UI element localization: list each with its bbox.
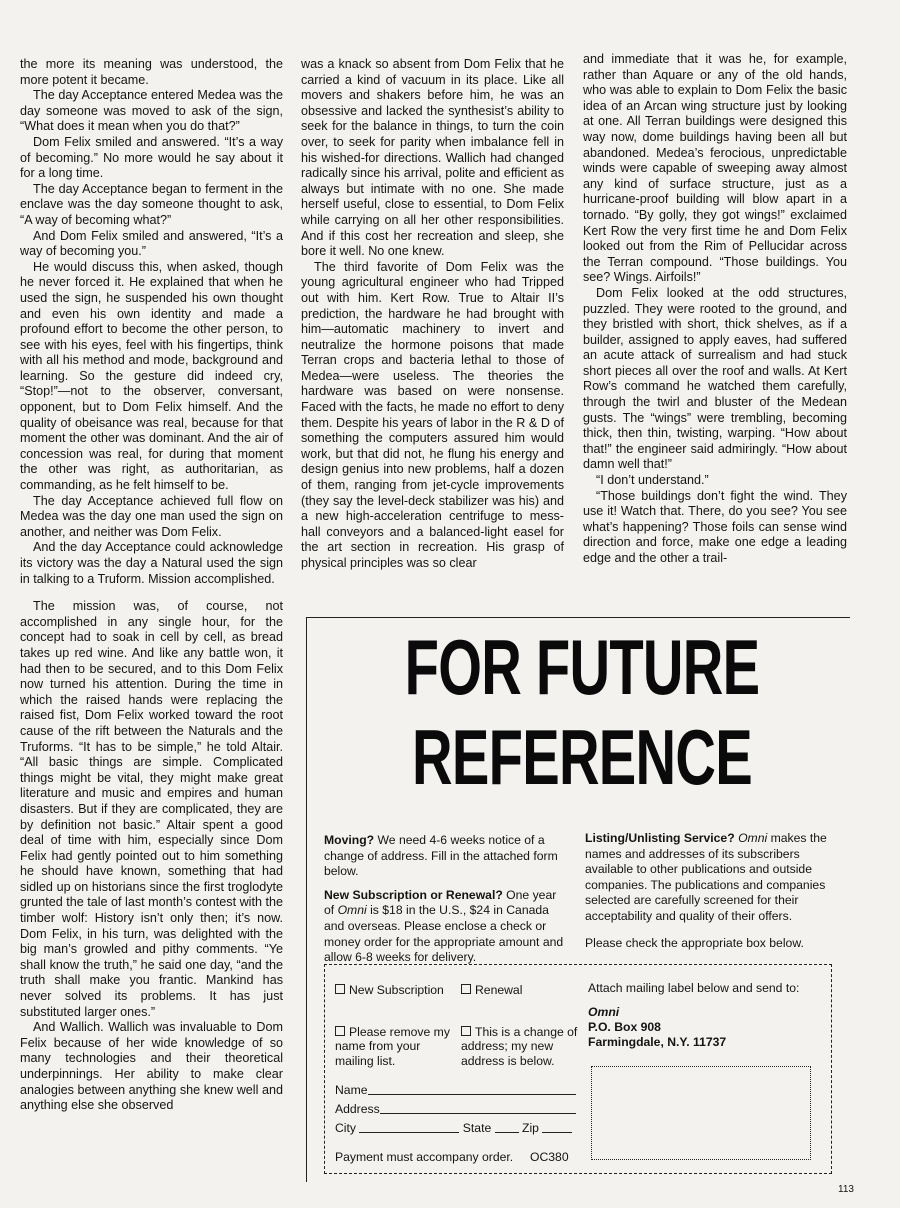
- mailing-instruction: Attach mailing label below and send to:: [588, 981, 800, 995]
- paragraph: Dom Felix smiled and answered. “It’s a way of becoming.” No more would he say about it for a long time.: [20, 134, 283, 181]
- listing-text: makes the names and addresses of its subscribers available to other publications and outside companies. The publications and companies selected are carefully screened for their acceptability and quality of their offers.: [585, 831, 827, 923]
- column-1: [20, 57, 283, 1114]
- address-line[interactable]: [380, 1103, 576, 1114]
- newsub-text-2: is $18 in the U.S., $24 in Canada and overseas. Please enclose a check or money order for the appropriate amount and allow 6-8 weeks for delivery.: [324, 903, 564, 965]
- subscription-notice: [324, 888, 569, 966]
- paragraph: The mission was, of course, not accomplished in any single hour, for the concept had to soak in cell by cell, as bread takes up red wine. And like any battle won, it had then to be secured, and to this Dom Felix now turned his attention. During the time in which the raised hands were replacing the raised fist, Dom Felix worked toward the root cause of the rift between the Naturals and the Truforms. “It has to be simple,” he told Altair. “All basic things are simple. Complicated things might be vital, they might make great literature and music and empires and human disasters. But if they are complicated, they are by definition not basic.” Altair spent a good deal of time with him, especially since Dom Felix had gently pointed out to him something he should have known, something that had sidled up on historians since the first troglodyte grunted the tale of last month’s contest with the timber wolf: History isn’t only then; it’s now. Dom Felix, in his turn, was delighted with the big man’s growled and pithy comments. “Ye shall know the truth,” he said one day, “and the truth shall make you frantic. Mankind has never solved its problems. It has just substituted larger ones.”: [20, 599, 283, 1019]
- ad-headline-line2: REFERENCE: [412, 713, 752, 801]
- paragraph: Dom Felix looked at the odd structures, puzzled. They were rooted to the ground, and they bristled with short, thick shelves, as if a builder, assigned to apply eaves, had suffered an acute attack of surrealism and had stuck short pieces all over the roof and walls. At Kert Row’s command he watched them carefully, through the twirl and bluster of the Medean gusts. The “wings” were trembling, becoming thick, then thin, twisting, warping. “How about that!” the engineer said admiringly. “How about damn well that!”: [583, 285, 847, 472]
- state-label: State: [462, 1121, 492, 1135]
- paragraph: The third favorite of Dom Felix was the young agricultural engineer who had Tripped out with him. Kert Row. True to Altair II’s prediction, the hardware he had brought with him—automatic machinery to invert and neutralize the hormone poisons that made Terran crops and bacteria lethal to those of Medea—were useless. The theories the hardware was based on were nonsense. Faced with the facts, he made no effort to deny them. Despite his years of labor in the R & D of something the computers assured him would work, but that did not, he flung his energy and design genius into new problems, half a dozen of them, ranging from jet-cycle improvements (they say the level-deck stabilizer was his) and a new high-acceleration centrifuge to mess-hall conveyors and a balanced-light easel for the art section in recreation. His grasp of physical principles was so clear: [301, 259, 564, 570]
- ad-left-column: [324, 833, 569, 974]
- city-state-zip-field[interactable]: [335, 1121, 572, 1135]
- option-change-label: This is a change of address; my new address is below.: [461, 1025, 578, 1068]
- newsub-magazine: Omni: [337, 903, 367, 918]
- paragraph: And Wallich. Wallich was invaluable to Dom Felix because of her wide knowledge of so many technologies and their theoretical underpinnings. Her ability to make clear analogies between anything she knew well and anything else she observed: [20, 1020, 283, 1113]
- moving-lead: Moving?: [324, 833, 375, 847]
- name-line[interactable]: [368, 1084, 576, 1095]
- column-3: [583, 52, 847, 567]
- checkbox-remove[interactable]: [335, 1026, 345, 1036]
- checkbox-change[interactable]: [461, 1026, 471, 1036]
- paragraph: “Those buildings don’t fight the wind. They use it! Watch that. There, do you see? You see what’s happening? Those foils can sense wind direction and force, make one edge a leading edge and the other a trail-: [583, 488, 847, 565]
- check-box-instruction: Please check the appropriate box below.: [585, 936, 804, 950]
- paragraph: The day Acceptance achieved full flow on Medea was the day one man used the sign on another, and neither was Dom Felix.: [20, 493, 283, 539]
- city-line[interactable]: [359, 1122, 459, 1133]
- option-change-address[interactable]: [461, 1025, 583, 1068]
- address-field[interactable]: [335, 1102, 576, 1116]
- order-code: OC380: [530, 1150, 569, 1164]
- paragraph: was a knack so absent from Dom Felix that he carried a kind of vacuum in its place. Like all movers and shakers before him, he was an obsessive and lacked the synthesist’s ability to seek for the balance in things, to turn the coin over, to seek for parity when imbalance fell in his wished-for directions. Wallich had changed radically since his arrival, polite and efficient as always but intimate with no one. She made herself useful, close to essential, to Dom Felix while carrying on all her other responsibilities. And if this cost her recreation and sleep, she bore it well. No one knew.: [301, 57, 564, 259]
- mail-city: Farmingdale, N.Y. 11737: [588, 1035, 727, 1049]
- paragraph: And Dom Felix smiled and answered, “It’s a way of becoming you.”: [20, 228, 283, 259]
- payment-note: Payment must accompany order.: [335, 1150, 514, 1164]
- moving-text: We need 4-6 weeks notice of a change of address. Fill in the attached form below.: [324, 833, 558, 879]
- paragraph: “I don’t understand.”: [596, 473, 709, 488]
- mailing-label-area: [591, 1066, 811, 1160]
- column-2: [301, 57, 564, 572]
- paragraph: and immediate that it was he, for example, rather than Aquare or any of the old hands, who was able to explain to Dom Felix the basic idea of an Arcan wing structure just by looking at one. All Terran buildings were designed this way now, dome buildings having been all but abandoned. Medea’s ferocious, unpredictable winds were capable of sweeping away almost any kind of surface structure, just as a hurricane-proof building will blow apart in a tornado. “By golly, they got wings!” exclaimed Kert Row the very first time he and Dom Felix looked out from the Rim of Pellucidar across the Terran compound. “Those buildings. You see? Wings. Airfoils!”: [583, 52, 847, 285]
- listing-notice: [585, 831, 837, 925]
- newsub-text-1: One year of: [324, 887, 557, 918]
- name-field[interactable]: [335, 1083, 576, 1097]
- mail-magazine: Omni: [588, 1005, 620, 1019]
- option-new-label: New Subscription: [349, 983, 444, 997]
- paragraph: He would discuss this, when asked, though he never forced it. He explained that when he used the sign, he suspended his own thought and even his own identity and made a profound effort to become the other person, to see with his eyes, feel with his fingertips, think with all his method and mode, background and learning. So the gesture did indeed cry, “Stop!”—not to the observer, conversant, opponent, but to Dom Felix himself. And the quality of obeisance was real, because for that moment the other was dominant. And the air of concession was real, for during that moment the other was right, as authoritarian, as commanding, as he felt himself to be.: [20, 259, 283, 493]
- moving-notice: [324, 833, 569, 880]
- option-remove[interactable]: [335, 1025, 457, 1068]
- newsub-lead: New Subscription or Renewal?: [324, 887, 503, 902]
- checkbox-new[interactable]: [335, 984, 345, 994]
- zip-label: Zip: [522, 1121, 539, 1135]
- paragraph: And the day Acceptance could acknowledge its victory was the day a Natural used the sign in talking to a Truform. Mission accomplished.: [20, 540, 283, 586]
- ad-headline-line1: FOR FUTURE: [404, 623, 760, 711]
- city-label: City: [335, 1121, 356, 1135]
- listing-magazine: Omni: [738, 831, 768, 845]
- paragraph: the more its meaning was understood, the more potent it became.: [20, 57, 283, 87]
- zip-line[interactable]: [542, 1122, 572, 1133]
- address-label: Address: [335, 1102, 380, 1116]
- option-renewal-label: Renewal: [475, 983, 523, 997]
- option-new-subscription[interactable]: [335, 983, 455, 997]
- mail-po-box: P.O. Box 908: [588, 1020, 661, 1034]
- listing-lead: Listing/Unlisting Service?: [585, 831, 735, 845]
- section-break: [20, 587, 283, 599]
- option-remove-label: Please remove my name from your mailing list.: [335, 1025, 450, 1068]
- option-renewal[interactable]: [461, 983, 571, 997]
- ad-right-column: [585, 831, 837, 933]
- state-line[interactable]: [495, 1122, 519, 1133]
- paragraph: The day Acceptance began to ferment in the enclave was the day someone thought to ask, “A way of becoming what?”: [20, 181, 283, 227]
- paragraph: The day Acceptance entered Medea was the day someone was moved to ask of the sign, “What does it mean when you do that?”: [20, 88, 283, 134]
- checkbox-renewal[interactable]: [461, 984, 471, 994]
- name-label: Name: [335, 1083, 368, 1097]
- page-number: 113: [838, 1184, 854, 1195]
